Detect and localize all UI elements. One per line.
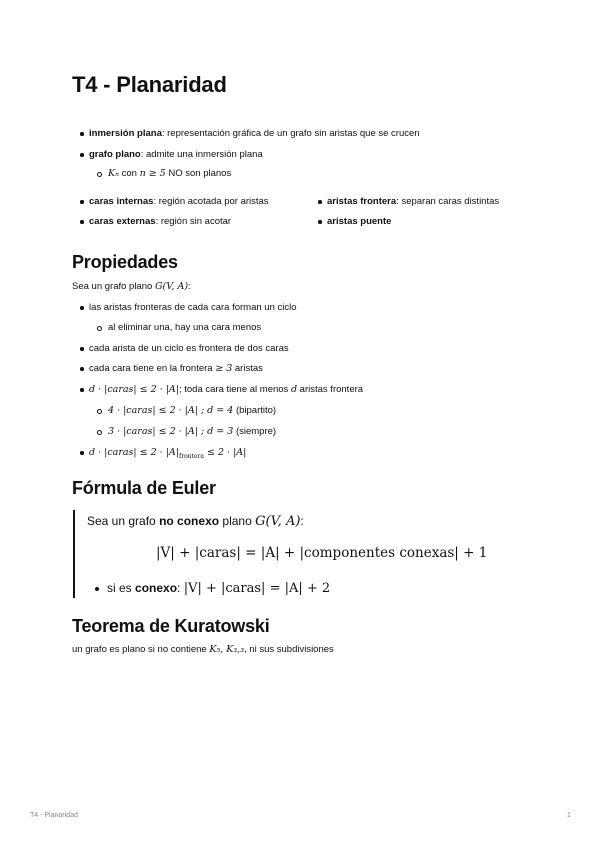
bullet-dot bbox=[80, 388, 84, 392]
bullet-dot bbox=[80, 132, 84, 136]
text: un grafo es plano si no contiene bbox=[72, 644, 210, 655]
footer-title: T4 - Planaridad bbox=[30, 812, 78, 819]
math-subscript: frontera bbox=[178, 452, 204, 460]
bullet-dot bbox=[80, 306, 84, 310]
euler-lead bbox=[87, 513, 304, 530]
text: con bbox=[118, 168, 140, 179]
bullet-dot bbox=[80, 451, 84, 455]
sub-bullet-circle bbox=[97, 172, 102, 177]
bullet-dot bbox=[80, 153, 84, 157]
list-item-caras-externas bbox=[89, 215, 231, 228]
sub-item-bipartito bbox=[108, 404, 276, 417]
kuratowski-text bbox=[72, 643, 334, 656]
list-item-aristas-puente bbox=[327, 215, 391, 228]
sub-item-siempre bbox=[108, 425, 276, 438]
sub-bullet-circle bbox=[97, 430, 102, 435]
list-item-prop-1: las aristas fronteras de cada cara forman un ciclo bbox=[89, 302, 297, 313]
math: d bbox=[290, 384, 298, 395]
text: aristas bbox=[232, 363, 263, 374]
definition: : admite una inmersión plana bbox=[140, 149, 263, 160]
math: K₅, K₃,₃ bbox=[209, 644, 245, 655]
text: NO son planos bbox=[165, 168, 232, 179]
sub-bullet-circle bbox=[97, 409, 102, 414]
definition: : separan caras distintas bbox=[396, 196, 500, 207]
term: inmersión plana bbox=[89, 128, 162, 139]
text: Sea un grafo bbox=[87, 514, 160, 528]
sub-item-prop-1: al eliminar una, hay una cara menos bbox=[108, 322, 262, 333]
text: (bipartito) bbox=[233, 405, 277, 416]
text: : bbox=[300, 514, 304, 528]
math: ≥ 3 bbox=[215, 363, 233, 374]
math: 4 · |caras| ≤ 2 · |A| ; d = 4 bbox=[108, 405, 234, 416]
list-item-grafo-plano bbox=[89, 148, 263, 161]
term: caras externas bbox=[89, 216, 156, 227]
text: , ni sus subdivisiones bbox=[244, 644, 334, 655]
math: G(V, A) bbox=[255, 514, 301, 529]
bold-term: conexo bbox=[135, 581, 178, 595]
blockquote-bar bbox=[73, 510, 75, 598]
bullet-dot bbox=[80, 220, 84, 224]
text: plano bbox=[219, 514, 256, 528]
heading-euler: Fórmula de Euler bbox=[72, 478, 216, 498]
text: (siempre) bbox=[233, 426, 277, 437]
definition: : representación gráfica de un grafo sin aristas que se crucen bbox=[161, 128, 420, 139]
bullet-dot bbox=[318, 200, 322, 204]
math: |V| + |caras| = |A| + 2 bbox=[183, 581, 331, 596]
list-item-prop-4 bbox=[89, 383, 363, 396]
math: n ≥ 5 bbox=[139, 168, 166, 179]
math: ≤ 2 · |A| bbox=[203, 447, 247, 458]
definition: : región acotada por aristas bbox=[153, 196, 269, 207]
sub-item-kn bbox=[108, 167, 231, 180]
bullet-dot bbox=[80, 200, 84, 204]
term: aristas puente bbox=[327, 216, 392, 227]
sub-bullet-circle bbox=[97, 326, 102, 331]
math: Kₙ bbox=[108, 168, 119, 179]
page-title: T4 - Planaridad bbox=[72, 72, 227, 97]
list-item-aristas-frontera bbox=[327, 195, 499, 208]
bold-term: no conexo bbox=[159, 514, 220, 528]
list-item-inmersion bbox=[89, 127, 420, 140]
text: cada cara tiene en la frontera bbox=[89, 363, 216, 374]
text: aristas frontera bbox=[297, 384, 364, 395]
euler-formula: |V| + |caras| = |A| + |componentes conexas| + 1 bbox=[156, 545, 488, 561]
page-number: 1 bbox=[567, 812, 571, 819]
text: si es bbox=[107, 581, 136, 595]
math: G(V, A) bbox=[154, 281, 189, 292]
list-item-prop-2: cada arista de un ciclo es frontera de dos caras bbox=[89, 343, 289, 354]
propiedades-lead bbox=[72, 280, 191, 293]
heading-propiedades: Propiedades bbox=[72, 252, 178, 272]
text: ; toda cara tiene al menos bbox=[178, 384, 291, 395]
heading-kuratowski: Teorema de Kuratowski bbox=[72, 616, 270, 636]
math: 3 · |caras| ≤ 2 · |A| ; d = 3 bbox=[108, 426, 234, 437]
list-item-prop-5 bbox=[89, 446, 246, 463]
list-item-prop-3 bbox=[89, 362, 263, 375]
text: : bbox=[177, 581, 184, 595]
math: d · |caras| ≤ 2 · |A| bbox=[89, 384, 179, 395]
bullet-dot bbox=[80, 347, 84, 351]
list-item-caras-internas bbox=[89, 195, 269, 208]
bullet-dot bbox=[80, 367, 84, 371]
term: grafo plano bbox=[89, 149, 141, 160]
bullet-dot bbox=[318, 220, 322, 224]
math: d · |caras| ≤ 2 · |A| bbox=[89, 447, 179, 458]
text: Sea un grafo plano bbox=[72, 281, 155, 292]
term: aristas frontera bbox=[327, 196, 397, 207]
definition: : región sin acotar bbox=[155, 216, 232, 227]
text: : bbox=[188, 281, 191, 292]
term: caras internas bbox=[89, 196, 154, 207]
bullet-dot bbox=[95, 587, 99, 591]
euler-conexo-item bbox=[107, 580, 330, 597]
